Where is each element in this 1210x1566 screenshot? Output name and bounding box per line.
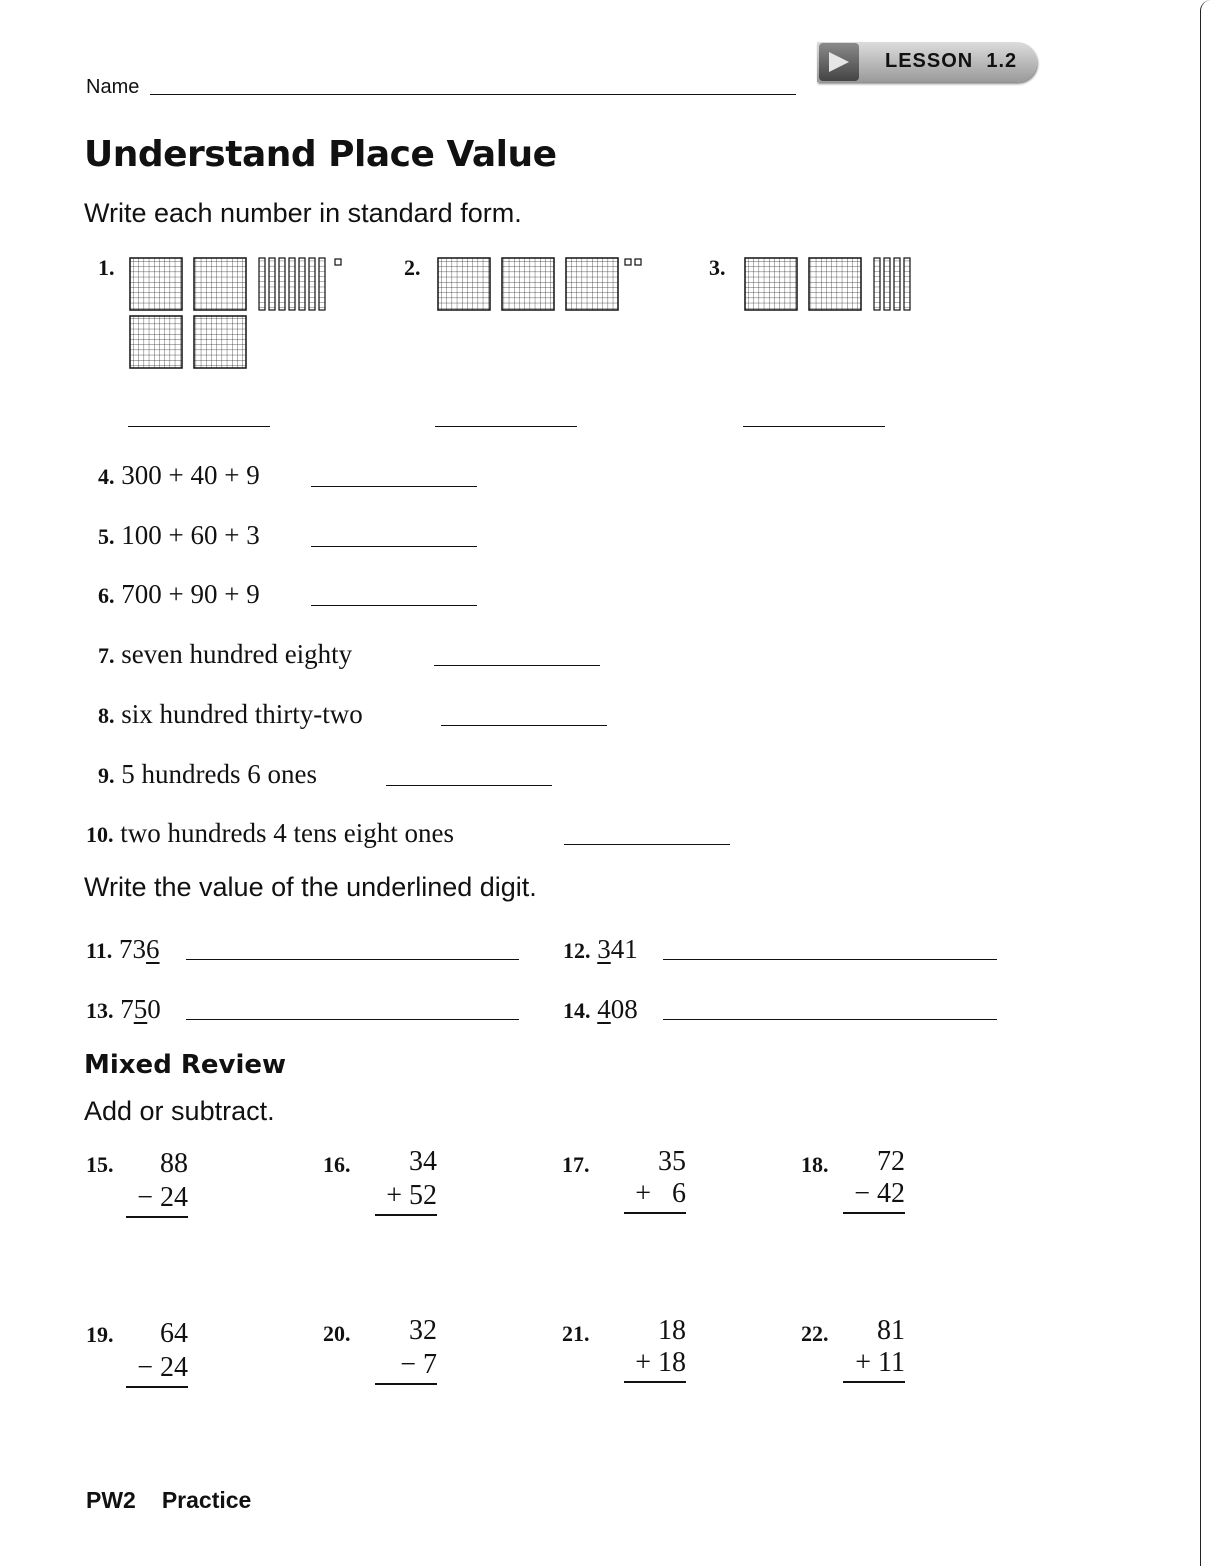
item-13 [86,994,161,1025]
item-5 [98,520,260,551]
answer-line-1[interactable] [128,426,270,427]
item-2-number: 2. [404,255,421,280]
underlined-digit: 4 [597,994,611,1024]
problem-top: 88 [160,1148,188,1179]
problem-number: 18. [801,1152,829,1177]
problem-bottom: + 6 [624,1178,686,1214]
item-14 [563,994,638,1025]
problem-number: 19. [86,1322,114,1347]
answer-line-5[interactable] [311,546,477,547]
underlined-digit: 6 [146,934,160,964]
problem-bottom: + 52 [375,1180,437,1216]
item-text: 700 + 90 + 9 [121,579,260,609]
item-8 [98,699,363,730]
footer [86,1487,251,1514]
problem-number: 16. [323,1152,351,1177]
problem-bottom: + 18 [624,1347,686,1383]
base-ten-blocks-3 [743,256,923,319]
base-ten-blocks-1 [128,256,358,375]
name-label: Name [86,76,140,98]
lesson-label: LESSON 1.2 [885,50,1018,72]
page-number: PW2 [86,1487,136,1513]
item-6 [98,579,260,610]
item-number: 4. [98,464,115,489]
review-instruction: Add or subtract. [84,1096,275,1126]
underlined-digit: 3 [597,934,611,964]
item-12 [563,934,638,965]
problem-number: 22. [801,1321,829,1346]
item-text: two hundreds 4 tens eight ones [120,818,454,848]
problem-bottom: − 24 [126,1352,188,1388]
problem-top: 81 [877,1315,905,1346]
item-9 [98,759,317,790]
problem-top: 64 [160,1318,188,1349]
section2-instruction: Write the value of the underlined digit. [84,872,537,902]
item-number: 12. [563,938,591,963]
item-3-number: 3. [709,255,726,280]
answer-line-14[interactable] [663,1019,997,1020]
digits-before: 7 [120,994,134,1024]
item-number: 10. [86,822,114,847]
item-text: 100 + 60 + 3 [121,520,260,550]
problem-bottom: − 7 [375,1349,437,1385]
answer-line-4[interactable] [311,486,477,487]
item-text: 5 hundreds 6 ones [121,759,317,789]
page-title: Understand Place Value [84,134,557,175]
answer-line-3[interactable] [743,426,885,427]
footer-label: Practice [161,1487,252,1513]
digits-after: 08 [610,994,638,1024]
digits-after: 0 [147,994,161,1024]
name-field[interactable] [150,94,796,95]
item-11 [86,934,160,965]
answer-line-6[interactable] [311,605,477,606]
problem-bottom: − 42 [843,1178,905,1214]
problem-top: 34 [409,1146,437,1177]
item-text: 300 + 40 + 9 [121,460,260,490]
underlined-digit: 5 [133,994,148,1024]
item-4 [98,460,260,491]
item-10 [86,818,454,849]
answer-line-11[interactable] [186,959,519,960]
answer-line-10[interactable] [564,844,730,845]
problem-number: 15. [86,1152,114,1177]
play-icon [819,43,859,81]
item-number: 13. [86,998,114,1023]
digits-before: 73 [119,934,147,964]
item-7 [98,639,352,670]
problem-top: 35 [658,1146,686,1177]
page-edge [1200,0,1210,1566]
answer-line-2[interactable] [435,426,577,427]
item-number: 8. [98,703,115,728]
problem-top: 32 [409,1315,437,1346]
answer-line-9[interactable] [386,785,552,786]
problem-number: 17. [562,1152,590,1177]
item-1-number: 1. [98,255,115,280]
problem-top: 18 [658,1315,686,1346]
section1-instruction: Write each number in standard form. [84,198,522,228]
problem-bottom: + 11 [843,1347,905,1383]
base-ten-blocks-2 [436,256,646,319]
problem-top: 72 [877,1146,905,1177]
answer-line-8[interactable] [441,725,607,726]
answer-line-12[interactable] [663,959,997,960]
answer-line-13[interactable] [186,1019,519,1020]
item-number: 6. [98,583,115,608]
mixed-review-heading: Mixed Review [84,1050,287,1080]
answer-line-7[interactable] [434,665,600,666]
item-number: 5. [98,524,115,549]
item-text: six hundred thirty-two [121,699,363,729]
item-number: 7. [98,643,115,668]
problem-number: 21. [562,1321,590,1346]
problem-bottom: − 24 [126,1182,188,1218]
item-number: 11. [86,938,113,963]
item-number: 14. [563,998,591,1023]
digits-after: 41 [610,934,638,964]
item-text: seven hundred eighty [121,639,353,669]
problem-number: 20. [323,1321,351,1346]
item-number: 9. [98,763,115,788]
